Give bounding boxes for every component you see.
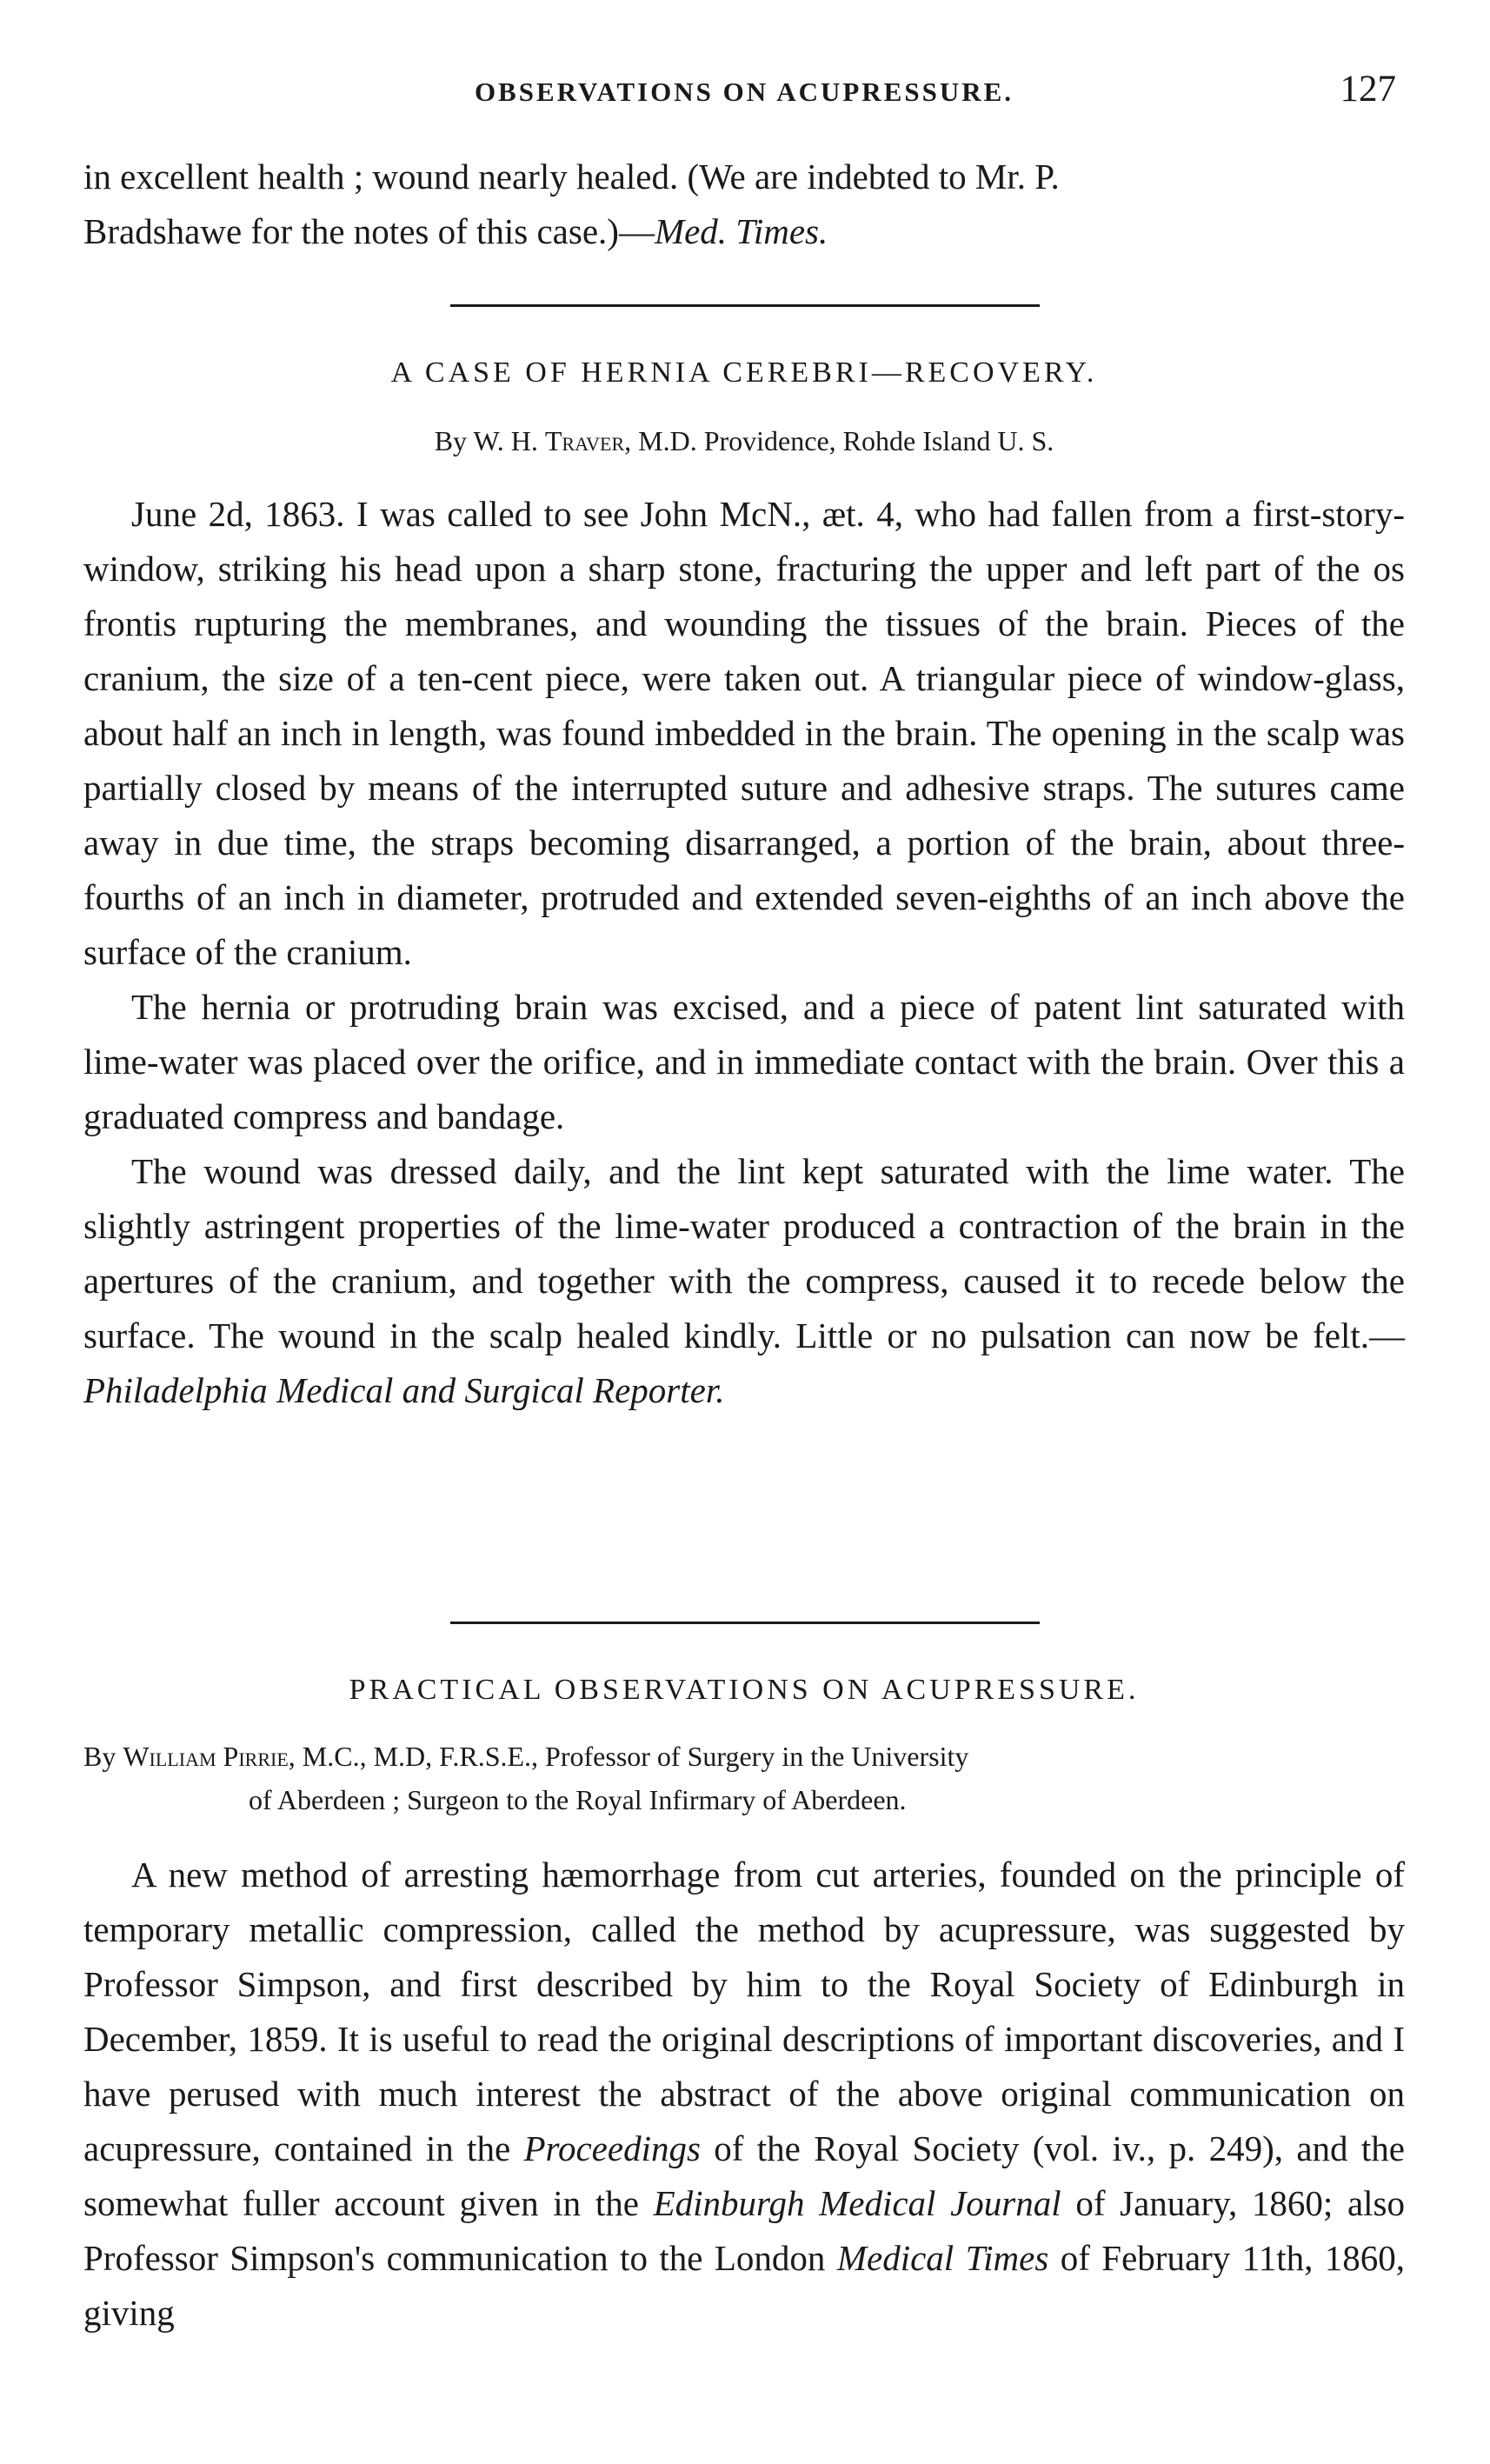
hernia-paragraph-3-text: The wound was dressed daily, and the lint kept saturated with the lime water. The slightly astringent properties of the lime-water produced a contraction of the brain in the apertures of the cranium, and together with the compress, caused it to recede below the surface. The wound in the scalp healed kindly. Little or no pulsation can now be felt.— (83, 1151, 1405, 1355)
acupressure-text-a: A new method of arresting hæmorrhage from cut arteries, founded on the principle of temporary metallic compression, called the method by acupressure, was suggested by Professor Simpson, and first described by him to the Royal Society of Edinburgh in December, 1859. It is useful to read the original descriptions of important discoveries, and I have perused with much interest the abstract of the above original communication on acupressure, contained in the (83, 1855, 1405, 2168)
previous-article-text: Bradshawe for the notes of this case.)— (83, 211, 655, 251)
hernia-paragraph-1: June 2d, 1863. I was called to see John McN., æt. 4, who had fallen from a first-story-window, striking his head upon a sharp stone, fracturing the upper and left part of the os frontis rupturing the membranes, and wounding the tissues of the brain. Pieces of the cranium, the size of a ten-cent piece, were taken out. A triangular piece of window-glass, about half an inch in length, was found imbedded in the brain. The opening in the scalp was partially closed by means of the interrupted suture and adhesive straps. The sutures came away in due time, the straps becoming disarranged, a portion of the brain, about three-fourths of an inch in diameter, protruded and extended seven-eighths of an inch above the surface of the cranium. (83, 494, 1405, 972)
hernia-paragraph-2: The hernia or protruding brain was excised, and a piece of patent lint saturated with lime-water was placed over the orifice, and in immediate contact with the brain. Over this a graduated compress and bandage. (83, 987, 1405, 1136)
acupressure-text-d: of February 11th, 1860, giving (83, 2238, 1406, 2333)
acupressure-byline-prefix: By (83, 1741, 123, 1772)
medical-times-title: Medical Times (836, 2238, 1049, 2278)
acupressure-byline-author: William Pirrie (123, 1741, 289, 1772)
hernia-byline-prefix: By W. H. (434, 425, 545, 456)
acupressure-article-title: PRACTICAL OBSERVATIONS ON ACUPRESSURE. (349, 1674, 1140, 1706)
acupressure-text-b: of the Royal Society (vol. iv., p. 249), and the somewhat fuller account given in the (83, 2128, 1405, 2223)
edinburgh-journal-title: Edinburgh Medical Journal (653, 2183, 1061, 2223)
hernia-byline-author: Traver (544, 425, 625, 456)
acupressure-text-c: of January, 1860; also Professor Simpson's communication to the London (83, 2183, 1405, 2278)
running-title: OBSERVATIONS ON ACUPRESSURE. (474, 77, 1014, 107)
running-head (83, 68, 1405, 120)
hernia-article-source: Philadelphia Medical and Surgical Reporter. (83, 1370, 725, 1410)
previous-article-line-2 (83, 204, 1405, 259)
hernia-paragraph-3 (83, 1144, 1405, 1418)
section-divider-1 (450, 304, 1040, 307)
page-number: 127 (1340, 69, 1396, 110)
hernia-article-title: A CASE OF HERNIA CEREBRI—RECOVERY. (390, 356, 1098, 389)
proceedings-title: Proceedings (523, 2128, 701, 2168)
previous-article-tail (83, 150, 1405, 259)
acupressure-paragraph-1 (83, 1848, 1405, 2341)
hernia-article-body (83, 487, 1405, 1418)
acupressure-article-body (83, 1848, 1405, 2341)
acupressure-byline-affiliation: of Aberdeen ; Surgeon to the Royal Infirmary of Aberdeen. (249, 1784, 907, 1815)
hernia-byline-details: , M.D. Providence, Rohde Island U. S. (624, 425, 1054, 456)
previous-article-source: Med. Times. (654, 211, 828, 251)
previous-article-line-1: in excellent health ; wound nearly healed. (We are indebted to Mr. P. (83, 156, 1060, 196)
acupressure-byline-details: , M.C., M.D, F.R.S.E., Professor of Surgery in the University (288, 1741, 969, 1772)
acupressure-article-byline (83, 1735, 1405, 1821)
section-divider-2 (450, 1622, 1040, 1624)
hernia-article-byline (83, 419, 1405, 463)
